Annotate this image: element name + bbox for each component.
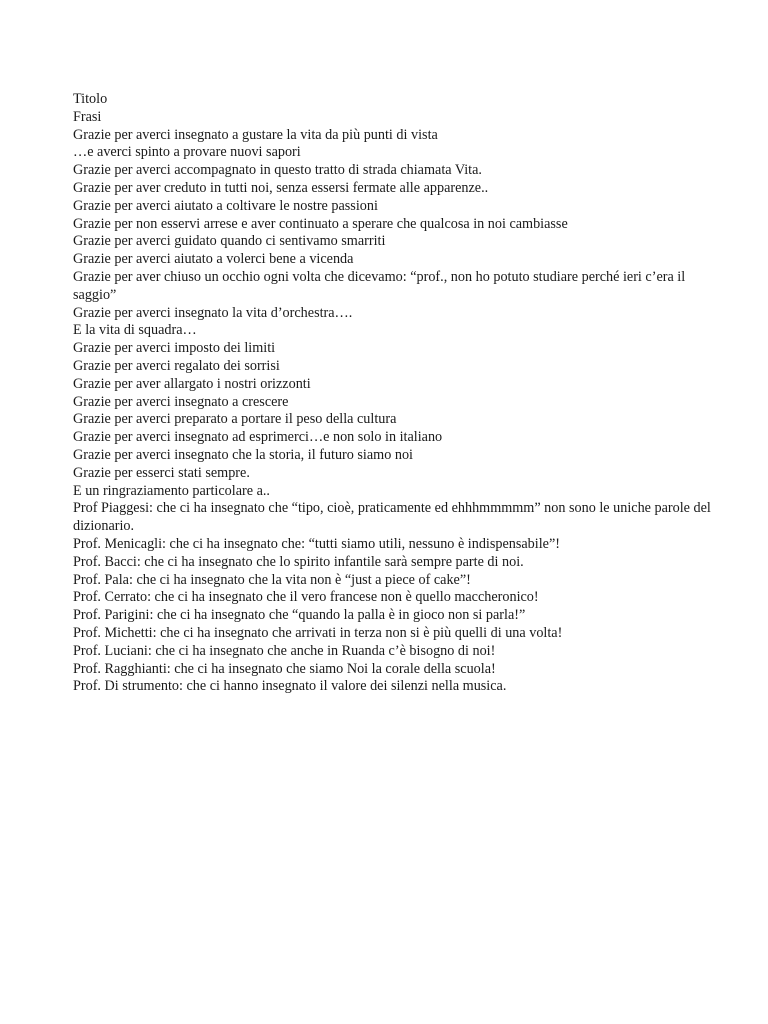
text-line: Grazie per averci aiutato a coltivare le nostre passioni [73, 197, 378, 214]
document-title: Titolo [73, 91, 108, 107]
text-line: Prof. Di strumento: che ci hanno insegnato il valore dei silenzi nella musica. [73, 678, 507, 695]
text-line: Prof. Michetti: che ci ha insegnato che arrivati in terza non si è più quelli di una volta! [73, 624, 563, 641]
text-line: Grazie per aver creduto in tutti noi, senza essersi fermate alle apparenze.. [73, 179, 489, 196]
text-line: Grazie per averci accompagnato in questo tratto di strada chiamata Vita. [73, 162, 482, 179]
text-line: Prof. Bacci: che ci ha insegnato che lo spirito infantile sarà sempre parte di noi. [73, 553, 524, 570]
text-line: Prof. Pala: che ci ha insegnato che la vita non è “just a piece of cake”! [73, 571, 471, 588]
text-line: Prof. Cerrato: che ci ha insegnato che il vero francese non è quello maccheronico! [73, 589, 539, 606]
text-line: E un ringraziamento particolare a.. [73, 482, 270, 499]
text-line: Prof. Ragghianti: che ci ha insegnato che siamo Noi la corale della scuola! [73, 660, 496, 677]
text-line: Grazie per averci insegnato ad esprimerci…e non solo in italiano [73, 429, 443, 446]
text-line: Grazie per averci guidato quando ci sentivamo smarriti [73, 233, 386, 250]
text-line: Grazie per averci insegnato la vita d’orchestra…. [73, 304, 353, 321]
text-line: Prof. Luciani: che ci ha insegnato che anche in Ruanda c’è bisogno di noi! [73, 642, 496, 659]
text-line: Grazie per averci insegnato a crescere [73, 393, 289, 410]
document-subtitle: Frasi [73, 108, 102, 125]
text-line: Grazie per averci insegnato che la storia, il futuro siamo noi [73, 446, 413, 463]
text-line: Grazie per averci preparato a portare il peso della cultura [73, 411, 397, 428]
text-line: Grazie per aver allargato i nostri orizzonti [73, 375, 311, 392]
text-line: Grazie per non esservi arrese e aver continuato a sperare che qualcosa in noi cambiasse [73, 215, 568, 232]
text-line: Grazie per averci insegnato a gustare la vita da più punti di vista [73, 126, 438, 143]
text-line: Grazie per esserci stati sempre. [73, 464, 250, 481]
text-line: E la vita di squadra… [73, 322, 197, 339]
text-line: Grazie per averci aiutato a volerci bene a vicenda [73, 251, 354, 268]
text-line: Prof. Menicagli: che ci ha insegnato che: “tutti siamo utili, nessuno è indispensabile”! [73, 535, 560, 552]
document-body [73, 91, 713, 696]
text-line: Prof. Parigini: che ci ha insegnato che “quando la palla è in gioco non si parla!” [73, 607, 526, 624]
text-line: Grazie per aver chiuso un occhio ogni volta che dicevamo: “prof., non ho potuto studiare perché ieri c’era il saggio” [73, 268, 686, 303]
text-line: Grazie per averci imposto dei limiti [73, 340, 276, 357]
text-line: Grazie per averci regalato dei sorrisi [73, 357, 280, 374]
text-line: Prof Piaggesi: che ci ha insegnato che “tipo, cioè, praticamente ed ehhhmmmmm” non sono le uniche parole del dizionario. [73, 500, 711, 535]
text-line: …e averci spinto a provare nuovi sapori [73, 144, 301, 161]
